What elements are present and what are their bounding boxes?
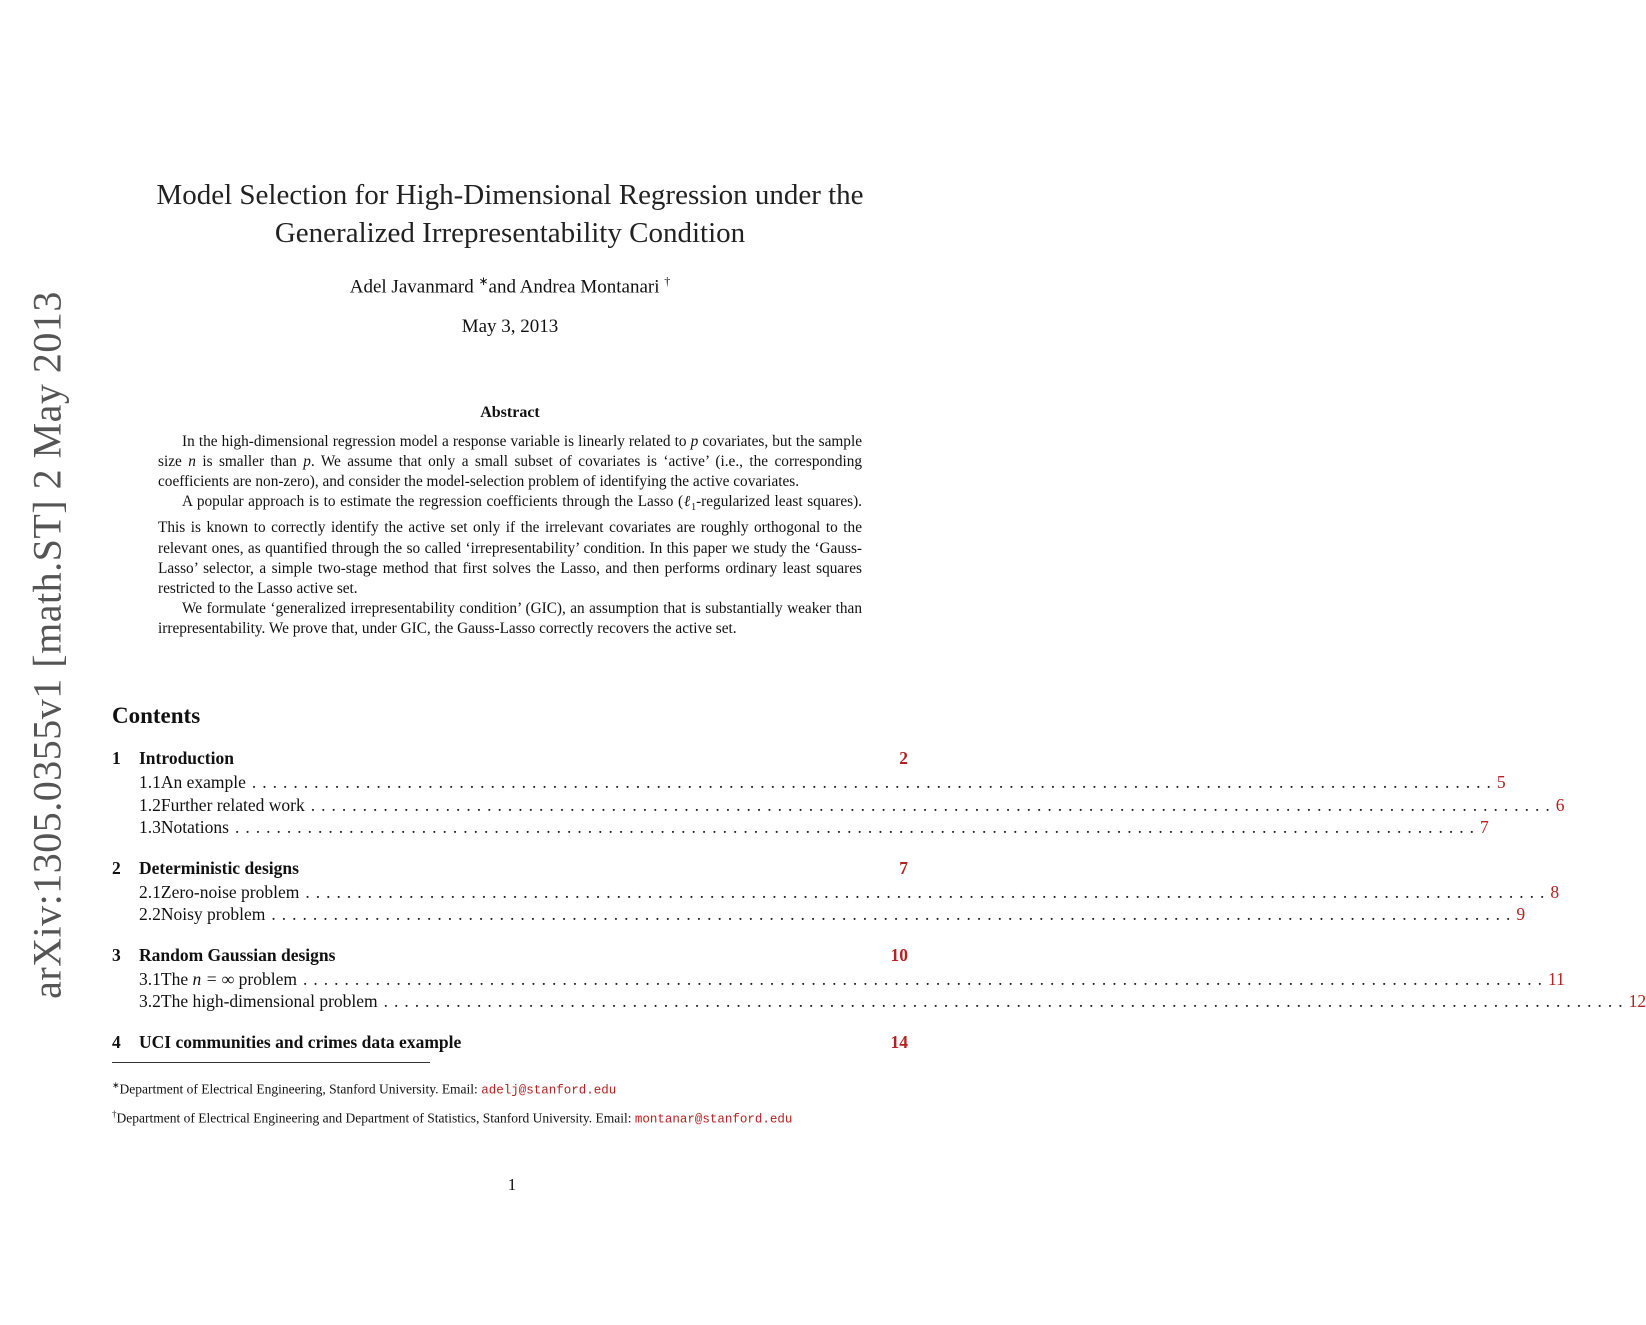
- contents-heading: Contents: [112, 703, 201, 728]
- toc-subsection-number: 1.2: [139, 794, 161, 815]
- toc-subsection-number: 3.1: [139, 968, 161, 989]
- toc-leader-dots: ........................................................................................................................: [305, 881, 1551, 902]
- toc-page-link[interactable]: 10: [890, 944, 908, 965]
- abstract-body: [158, 432, 862, 639]
- toc-leader-dots: ........................................................................................................................: [383, 991, 1629, 1011]
- footnote-mark-2[interactable]: †: [664, 274, 671, 288]
- toc-page-link[interactable]: 8: [1550, 881, 1560, 902]
- toc-leader-dots: ........................................................................................................................: [310, 794, 1556, 815]
- toc-subsection-2.2[interactable]: [112, 904, 1526, 927]
- footnote-divider: [112, 1062, 430, 1063]
- toc-subsection-title[interactable]: The n = ∞ problem: [160, 968, 297, 989]
- toc-section-number: 1: [112, 748, 121, 768]
- toc-subsection-3.1[interactable]: [112, 968, 1565, 992]
- toc-subsection-number: 1.3: [139, 817, 161, 837]
- toc-section-number: 2: [112, 857, 121, 878]
- toc-subsection-title[interactable]: The high-dimensional problem: [160, 991, 378, 1011]
- toc-subsection-3.2[interactable]: [112, 991, 1646, 1014]
- toc-subsection-number: 3.2: [139, 991, 161, 1011]
- toc-section-title[interactable]: Deterministic designs: [139, 857, 299, 878]
- toc-page-link[interactable]: 14: [890, 1031, 908, 1052]
- toc-subsection-title[interactable]: Further related work: [160, 794, 305, 815]
- toc-leader-dots: ........................................................................................................................: [234, 817, 1480, 837]
- toc-section-4[interactable]: [112, 1032, 908, 1056]
- publication-date: May 3, 2013: [461, 316, 559, 337]
- title-line-2: Generalized Irrepresentability Condition: [274, 217, 746, 249]
- toc-leader-dots: ........................................................................................................................: [271, 904, 1517, 924]
- abstract-heading: Abstract: [480, 404, 540, 421]
- toc-page-link[interactable]: 7: [1479, 817, 1489, 837]
- abstract-paragraph-1: In the high-dimensional regression model a response variable is linearly related to p covariates, but the sample size n is smaller than p. We assume that only a small subset of covariates is ‘active’ (i.e., the corresponding coefficients are non-zero), and consider the model-selection problem of identifying the active covariates.: [158, 433, 863, 491]
- toc-section-1[interactable]: [112, 748, 908, 772]
- author-list: [200, 274, 820, 298]
- toc-spacer: [112, 927, 908, 945]
- toc-subsection-title[interactable]: Noisy problem: [160, 904, 266, 924]
- toc-page-link[interactable]: 6: [1555, 794, 1565, 815]
- toc-subsection-number: 2.1: [139, 881, 161, 902]
- toc-subsection-number: 2.2: [139, 904, 161, 924]
- footnote-mark-1[interactable]: ∗: [478, 274, 489, 288]
- toc-spacer: [112, 1014, 908, 1032]
- toc-section-number: 3: [112, 944, 121, 965]
- toc-page-link[interactable]: 2: [899, 748, 908, 768]
- toc-page-link[interactable]: 12: [1628, 991, 1646, 1011]
- arxiv-identifier[interactable]: arXiv:1305.0355v1 [math.ST] 2 May 2013: [24, 291, 70, 999]
- toc-subsection-number: 1.1: [139, 772, 161, 792]
- footnote-1: ∗Department of Electrical Engineering, Stanford University. Email: adelj@stanford.edu: [112, 1080, 617, 1098]
- toc-subsection-2.1[interactable]: [112, 881, 1560, 905]
- toc-section-2[interactable]: [112, 858, 908, 882]
- toc-subsection-title[interactable]: An example: [160, 772, 246, 792]
- toc-leader-dots: ........................................................................................................................: [251, 772, 1497, 792]
- toc-subsection-1.2[interactable]: [112, 794, 1565, 818]
- toc-section-title[interactable]: Introduction: [139, 748, 234, 768]
- toc-section-3[interactable]: [112, 945, 908, 969]
- toc-page-link[interactable]: 11: [1547, 968, 1565, 989]
- toc-section-title[interactable]: Random Gaussian designs: [139, 944, 336, 965]
- toc-section-title[interactable]: UCI communities and crimes data example: [139, 1031, 462, 1052]
- author-montanari: Andrea Montanari: [519, 276, 660, 298]
- footnote-2: †Department of Electrical Engineering and Department of Statistics, Stanford University. Email: montanar@stanford.edu: [112, 1109, 793, 1127]
- toc-spacer: [112, 840, 908, 858]
- email-link-montanari[interactable]: montanar@stanford.edu: [634, 1112, 793, 1127]
- toc-section-number: 4: [112, 1031, 121, 1052]
- title-line-1: Model Selection for High-Dimensional Regression under the: [156, 179, 864, 211]
- toc-subsection-1.3[interactable]: [112, 817, 1489, 840]
- toc-page-link[interactable]: 5: [1496, 772, 1506, 792]
- table-of-contents: [112, 748, 1646, 1056]
- author-javanmard: Adel Javanmard: [349, 276, 474, 298]
- email-link-javanmard[interactable]: adelj@stanford.edu: [481, 1083, 617, 1098]
- toc-subsection-title[interactable]: Notations: [160, 817, 229, 837]
- toc-subsection-title[interactable]: Zero-noise problem: [160, 881, 300, 902]
- paper-title: [150, 176, 870, 252]
- toc-subsection-1.1[interactable]: [112, 772, 1506, 795]
- toc-leader-dots: ........................................................................................................................: [302, 968, 1548, 989]
- abstract-paragraph-2: A popular approach is to estimate the regression coefficients through the Lasso (ℓ$_1$-regularized least squares). This is known to correctly identify the active set only if the irrelevant covariates are roughly orthogonal to the relevant ones, as quantified through the so called ‘irrepresentability’ condition. In this paper we study the ‘Gauss-Lasso’ selector, a simple two-stage method that first solves the Lasso, and then performs ordinary least squares restricted to the Lasso active set.: [158, 493, 862, 597]
- toc-page-link[interactable]: 7: [899, 857, 908, 878]
- abstract-paragraph-3: We formulate ‘generalized irrepresentability condition’ (GIC), an assumption that is substantially weaker than irrepresentability. We prove that, under GIC, the Gauss-Lasso correctly recovers the active set.: [158, 599, 862, 637]
- page-number: 1: [507, 1175, 517, 1194]
- author-conjunction: and: [488, 276, 516, 298]
- toc-page-link[interactable]: 9: [1516, 904, 1526, 924]
